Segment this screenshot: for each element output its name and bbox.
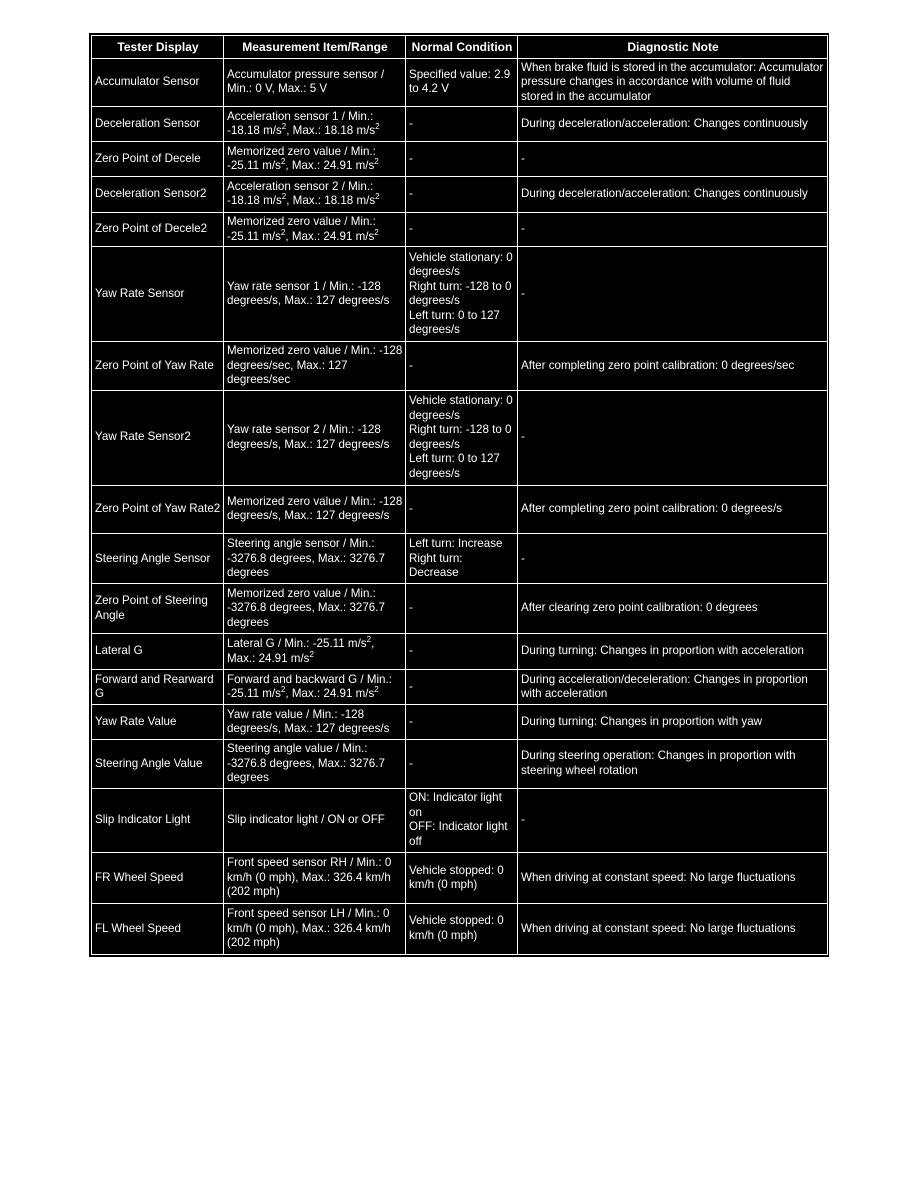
table-row bbox=[92, 390, 828, 485]
row-normal-condition: - bbox=[406, 485, 518, 534]
table-row bbox=[92, 142, 828, 177]
row-diagnostic-note: - bbox=[518, 247, 828, 342]
row-diagnostic-note: During turning: Changes in proportion with yaw bbox=[518, 705, 828, 740]
row-diagnostic-note: When driving at constant speed: No large fluctuations bbox=[518, 903, 828, 954]
row-diagnostic-note: - bbox=[518, 788, 828, 852]
row-tester-display: Deceleration Sensor bbox=[92, 106, 224, 142]
row-measurement-range: Front speed sensor RH / Min.: 0 km/h (0 mph), Max.: 326.4 km/h (202 mph) bbox=[224, 853, 406, 904]
row-diagnostic-note: - bbox=[518, 534, 828, 584]
table-row bbox=[92, 342, 828, 391]
row-measurement-range: Accumulator pressure sensor / Min.: 0 V, Max.: 5 V bbox=[224, 59, 406, 107]
row-diagnostic-note: During deceleration/acceleration: Changes continuously bbox=[518, 177, 828, 213]
table-row bbox=[92, 485, 828, 534]
row-measurement-range: Memorized zero value / Min.: -25.11 $m/s^2$, Max.: 24.91 $m/s^2$ bbox=[224, 142, 406, 177]
row-normal-condition: Left turn: Increase Right turn: Decrease bbox=[406, 534, 518, 584]
row-normal-condition: - bbox=[406, 106, 518, 142]
row-normal-condition: - bbox=[406, 212, 518, 247]
row-diagnostic-note: During steering operation: Changes in proportion with steering wheel rotation bbox=[518, 740, 828, 789]
row-measurement-range: Steering angle value / Min.: -3276.8 degrees, Max.: 3276.7 degrees bbox=[224, 740, 406, 789]
row-tester-display: Zero Point of Decele2 bbox=[92, 212, 224, 247]
row-normal-condition: Vehicle stationary: 0 degrees/s Right turn: -128 to 0 degrees/s Left turn: 0 to 127 degrees/s bbox=[406, 390, 518, 485]
row-diagnostic-note: When driving at constant speed: No large fluctuations bbox=[518, 853, 828, 904]
row-normal-condition: Vehicle stopped: 0 km/h (0 mph) bbox=[406, 903, 518, 954]
row-tester-display: Zero Point of Yaw Rate2 bbox=[92, 485, 224, 534]
table-row bbox=[92, 212, 828, 247]
row-tester-display: Yaw Rate Sensor2 bbox=[92, 390, 224, 485]
row-tester-display: FR Wheel Speed bbox=[92, 853, 224, 904]
header-tester-display: Tester Display bbox=[92, 36, 224, 59]
table-row bbox=[92, 669, 828, 705]
row-normal-condition: - bbox=[406, 584, 518, 634]
table-header-row bbox=[92, 36, 828, 59]
row-tester-display: Zero Point of Steering Angle bbox=[92, 584, 224, 634]
row-measurement-range: Steering angle sensor / Min.: -3276.8 degrees, Max.: 3276.7 degrees bbox=[224, 534, 406, 584]
row-measurement-range: Front speed sensor LH / Min.: 0 km/h (0 mph), Max.: 326.4 km/h (202 mph) bbox=[224, 903, 406, 954]
row-measurement-range: Acceleration sensor 2 / Min.: -18.18 $m/s^2$, Max.: 18.18 $m/s^2$ bbox=[224, 177, 406, 213]
row-normal-condition: - bbox=[406, 705, 518, 740]
row-normal-condition: - bbox=[406, 740, 518, 789]
row-measurement-range: Forward and backward G / Min.: -25.11 $m/s^2$, Max.: 24.91 $m/s^2$ bbox=[224, 669, 406, 705]
row-tester-display: Lateral G bbox=[92, 634, 224, 670]
row-measurement-range: Acceleration sensor 1 / Min.: -18.18 $m/s^2$, Max.: 18.18 $m/s^2$ bbox=[224, 106, 406, 142]
row-tester-display: Yaw Rate Sensor bbox=[92, 247, 224, 342]
row-measurement-range: Memorized zero value / Min.: -128 degrees/sec, Max.: 127 degrees/sec bbox=[224, 342, 406, 391]
row-normal-condition: - bbox=[406, 634, 518, 670]
row-measurement-range: Lateral G / Min.: -25.11 $m/s^2$, Max.: 24.91 $m/s^2$ bbox=[224, 634, 406, 670]
table-row bbox=[92, 534, 828, 584]
table-row bbox=[92, 106, 828, 142]
row-diagnostic-note: - bbox=[518, 212, 828, 247]
row-tester-display: Steering Angle Value bbox=[92, 740, 224, 789]
row-normal-condition: - bbox=[406, 142, 518, 177]
row-measurement-range: Memorized zero value / Min.: -25.11 $m/s^2$, Max.: 24.91 $m/s^2$ bbox=[224, 212, 406, 247]
row-normal-condition: - bbox=[406, 177, 518, 213]
row-diagnostic-note: During deceleration/acceleration: Changes continuously bbox=[518, 106, 828, 142]
header-measurement-item: Measurement Item/Range bbox=[224, 36, 406, 59]
table-row bbox=[92, 247, 828, 342]
table-row bbox=[92, 584, 828, 634]
row-normal-condition: - bbox=[406, 342, 518, 391]
row-normal-condition: - bbox=[406, 669, 518, 705]
row-tester-display: FL Wheel Speed bbox=[92, 903, 224, 954]
row-tester-display: Deceleration Sensor2 bbox=[92, 177, 224, 213]
table-row bbox=[92, 705, 828, 740]
table-row bbox=[92, 903, 828, 954]
table-row bbox=[92, 59, 828, 107]
table-row bbox=[92, 788, 828, 852]
header-normal-condition: Normal Condition bbox=[406, 36, 518, 59]
table-row bbox=[92, 634, 828, 670]
row-tester-display: Slip Indicator Light bbox=[92, 788, 224, 852]
row-measurement-range: Yaw rate sensor 2 / Min.: -128 degrees/s, Max.: 127 degrees/s bbox=[224, 390, 406, 485]
row-tester-display: Zero Point of Yaw Rate bbox=[92, 342, 224, 391]
row-tester-display: Accumulator Sensor bbox=[92, 59, 224, 107]
table-row bbox=[92, 853, 828, 904]
row-normal-condition: ON: Indicator light on OFF: Indicator light off bbox=[406, 788, 518, 852]
row-measurement-range: Memorized zero value / Min.: -128 degrees/s, Max.: 127 degrees/s bbox=[224, 485, 406, 534]
row-measurement-range: Memorized zero value / Min.: -3276.8 degrees, Max.: 3276.7 degrees bbox=[224, 584, 406, 634]
table-row bbox=[92, 740, 828, 789]
row-tester-display: Steering Angle Sensor bbox=[92, 534, 224, 584]
table-row bbox=[92, 177, 828, 213]
row-normal-condition: Vehicle stationary: 0 degrees/s Right turn: -128 to 0 degrees/s Left turn: 0 to 127 degrees/s bbox=[406, 247, 518, 342]
row-tester-display: Yaw Rate Value bbox=[92, 705, 224, 740]
row-measurement-range: Slip indicator light / ON or OFF bbox=[224, 788, 406, 852]
row-normal-condition: Specified value: 2.9 to 4.2 V bbox=[406, 59, 518, 107]
diagnostic-table-frame bbox=[89, 33, 829, 957]
row-measurement-range: Yaw rate value / Min.: -128 degrees/s, Max.: 127 degrees/s bbox=[224, 705, 406, 740]
row-diagnostic-note: - bbox=[518, 390, 828, 485]
row-diagnostic-note: - bbox=[518, 142, 828, 177]
row-diagnostic-note: After completing zero point calibration: 0 degrees/sec bbox=[518, 342, 828, 391]
row-diagnostic-note: During turning: Changes in proportion with acceleration bbox=[518, 634, 828, 670]
row-diagnostic-note: When brake fluid is stored in the accumulator: Accumulator pressure changes in accordance with volume of fluid stored in the accumulator bbox=[518, 59, 828, 107]
row-normal-condition: Vehicle stopped: 0 km/h (0 mph) bbox=[406, 853, 518, 904]
row-diagnostic-note: After completing zero point calibration: 0 degrees/s bbox=[518, 485, 828, 534]
row-tester-display: Forward and Rearward G bbox=[92, 669, 224, 705]
row-measurement-range: Yaw rate sensor 1 / Min.: -128 degrees/s, Max.: 127 degrees/s bbox=[224, 247, 406, 342]
row-tester-display: Zero Point of Decele bbox=[92, 142, 224, 177]
row-diagnostic-note: During acceleration/deceleration: Changes in proportion with acceleration bbox=[518, 669, 828, 705]
diagnostic-table bbox=[91, 35, 828, 955]
header-diagnostic-note: Diagnostic Note bbox=[518, 36, 828, 59]
row-diagnostic-note: After clearing zero point calibration: 0 degrees bbox=[518, 584, 828, 634]
